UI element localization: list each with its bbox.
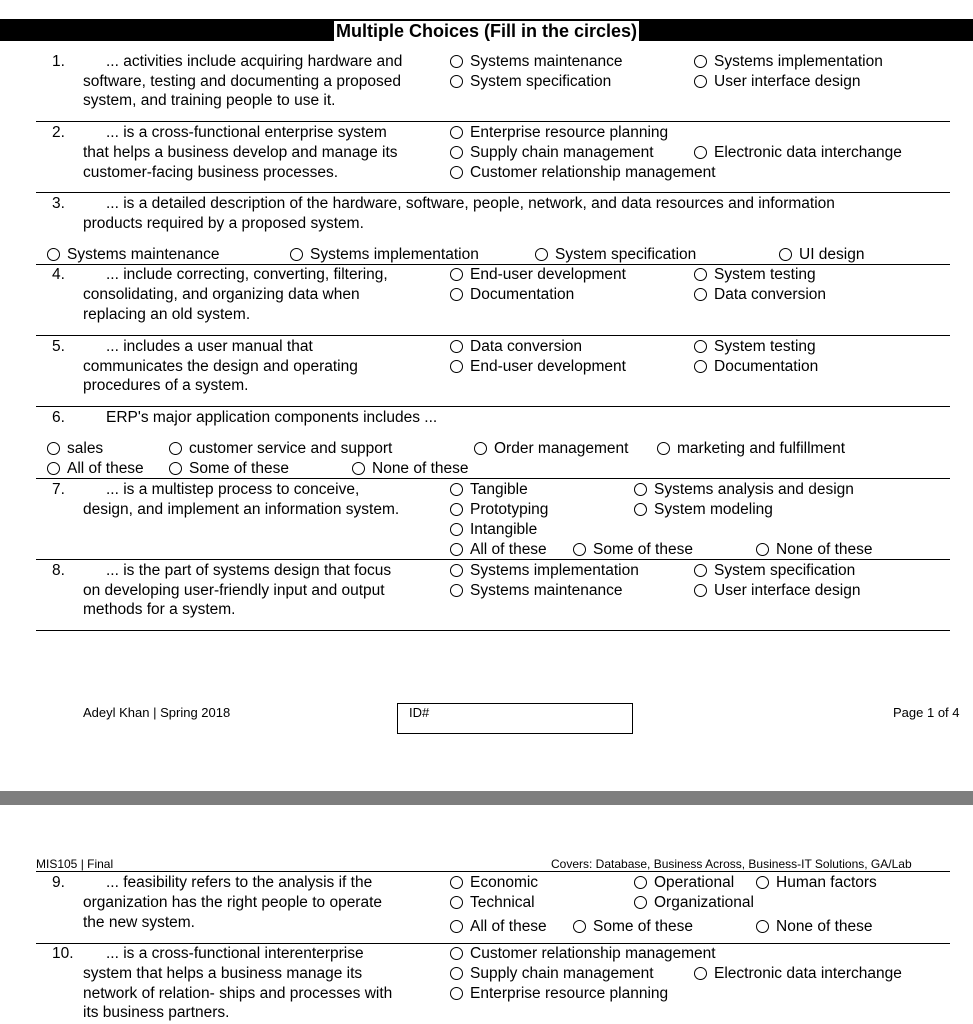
answer-option[interactable]: Organizational [634, 893, 754, 913]
question-divider [36, 478, 950, 479]
page-header-right: Covers: Database, Business Across, Business-IT Solutions, GA/Lab [551, 857, 912, 871]
answer-option[interactable]: Supply chain management [450, 143, 654, 163]
answer-option[interactable]: System testing [694, 337, 816, 357]
question-divider [36, 559, 950, 560]
question-number: 7. [52, 481, 65, 498]
answer-option[interactable]: UI design [779, 245, 864, 265]
answer-option[interactable]: System modeling [634, 500, 773, 520]
answer-option[interactable]: User interface design [694, 581, 860, 601]
answer-option[interactable]: Economic [450, 873, 538, 893]
answer-option[interactable]: Electronic data interchange [694, 964, 902, 984]
answer-option[interactable]: Customer relationship management [450, 944, 716, 964]
question-text: ... activities include acquiring hardware and [106, 53, 403, 70]
question-number: 2. [52, 124, 65, 141]
answer-option[interactable]: sales [47, 439, 103, 459]
question-text: organization has the right people to operate [83, 894, 383, 911]
page-header-left: MIS105 | Final [36, 857, 114, 871]
question-divider [36, 630, 950, 631]
question-text: ... includes a user manual that [106, 338, 313, 355]
answer-option[interactable]: None of these [352, 459, 469, 479]
section-header: Multiple Choices (Fill in the circles) [335, 21, 638, 41]
answer-option[interactable]: Electronic data interchange [694, 143, 902, 163]
question-text: methods for a system. [83, 601, 236, 618]
answer-option[interactable]: Systems implementation [450, 561, 639, 581]
answer-option[interactable]: customer service and support [169, 439, 392, 459]
answer-option[interactable]: End-user development [450, 265, 626, 285]
answer-option[interactable]: Operational [634, 873, 734, 893]
page-separator [0, 791, 973, 805]
question-text: on developing user-friendly input and output [83, 582, 385, 599]
footer-author: Adeyl Khan | Spring 2018 [83, 705, 231, 720]
question-text: ... is the part of systems design that focus [106, 562, 392, 579]
question-number: 3. [52, 195, 65, 212]
question-text: the new system. [83, 914, 195, 931]
answer-option[interactable]: Systems implementation [290, 245, 479, 265]
question-number: 9. [52, 874, 65, 891]
answer-option[interactable]: All of these [450, 917, 547, 937]
answer-option[interactable]: Supply chain management [450, 964, 654, 984]
question-text: ERP's major application components includes ... [106, 409, 438, 426]
answer-option[interactable]: Systems analysis and design [634, 480, 854, 500]
answer-option[interactable]: Prototyping [450, 500, 548, 520]
answer-option[interactable]: Data conversion [450, 337, 582, 357]
answer-option[interactable]: Some of these [573, 917, 693, 937]
question-text: communicates the design and operating [83, 358, 358, 375]
answer-option[interactable]: User interface design [694, 72, 860, 92]
question-text: consolidating, and organizing data when [83, 286, 360, 303]
answer-option[interactable]: All of these [47, 459, 144, 479]
answer-option[interactable]: All of these [450, 540, 547, 560]
question-number: 5. [52, 338, 65, 355]
question-text: procedures of a system. [83, 377, 249, 394]
answer-option[interactable]: Data conversion [694, 285, 826, 305]
question-text: its business partners. [83, 1004, 230, 1021]
question-text: ... is a cross-functional enterprise system [106, 124, 387, 141]
question-number: 6. [52, 409, 65, 426]
question-divider [36, 335, 950, 336]
question-text: system, and training people to use it. [83, 92, 336, 109]
answer-option[interactable]: Documentation [450, 285, 574, 305]
answer-option[interactable]: marketing and fulfillment [657, 439, 845, 459]
question-text: ... is a detailed description of the hardware, software, people, network, and data resources and information [106, 195, 835, 212]
answer-option[interactable]: Order management [474, 439, 628, 459]
answer-option[interactable]: Enterprise resource planning [450, 123, 668, 143]
answer-option[interactable]: System testing [694, 265, 816, 285]
question-text: replacing an old system. [83, 306, 251, 323]
id-label: ID# [409, 705, 430, 720]
answer-option[interactable]: Documentation [694, 357, 818, 377]
header-divider [36, 871, 950, 872]
question-text: ... feasibility refers to the analysis if the [106, 874, 373, 891]
question-text: customer-facing business processes. [83, 164, 339, 181]
question-text: ... is a multistep process to conceive, [106, 481, 360, 498]
answer-option[interactable]: Human factors [756, 873, 877, 893]
question-number: 10. [52, 945, 74, 962]
question-text: design, and implement an information system. [83, 501, 400, 518]
answer-option[interactable]: System specification [535, 245, 696, 265]
question-text: that helps a business develop and manage its [83, 144, 398, 161]
page-number: Page 1 of 4 [893, 705, 960, 720]
answer-option[interactable]: None of these [756, 540, 873, 560]
answer-option[interactable]: Systems maintenance [450, 52, 623, 72]
question-text: network of relation- ships and processes with [83, 985, 393, 1002]
question-divider [36, 121, 950, 122]
question-text: ... is a cross-functional interenterprise [106, 945, 364, 962]
answer-option[interactable]: Some of these [169, 459, 289, 479]
answer-option[interactable]: Technical [450, 893, 535, 913]
answer-option[interactable]: Systems maintenance [47, 245, 220, 265]
answer-option[interactable]: Systems implementation [694, 52, 883, 72]
answer-option[interactable]: Customer relationship management [450, 163, 716, 183]
answer-option[interactable]: Tangible [450, 480, 528, 500]
id-input[interactable] [397, 703, 633, 734]
answer-option[interactable]: System specification [694, 561, 855, 581]
question-text: ... include correcting, converting, filtering, [106, 266, 388, 283]
question-text: software, testing and documenting a proposed [83, 73, 401, 90]
question-text: products required by a proposed system. [83, 215, 364, 232]
answer-option[interactable]: Systems maintenance [450, 581, 623, 601]
question-number: 4. [52, 266, 65, 283]
answer-option[interactable]: End-user development [450, 357, 626, 377]
answer-option[interactable]: Some of these [573, 540, 693, 560]
answer-option[interactable]: None of these [756, 917, 873, 937]
question-number: 8. [52, 562, 65, 579]
question-divider [36, 406, 950, 407]
question-text: system that helps a business manage its [83, 965, 363, 982]
question-divider [36, 192, 950, 193]
answer-option[interactable]: System specification [450, 72, 611, 92]
answer-option[interactable]: Enterprise resource planning [450, 984, 668, 1004]
question-number: 1. [52, 53, 65, 70]
answer-option[interactable]: Intangible [450, 520, 537, 540]
